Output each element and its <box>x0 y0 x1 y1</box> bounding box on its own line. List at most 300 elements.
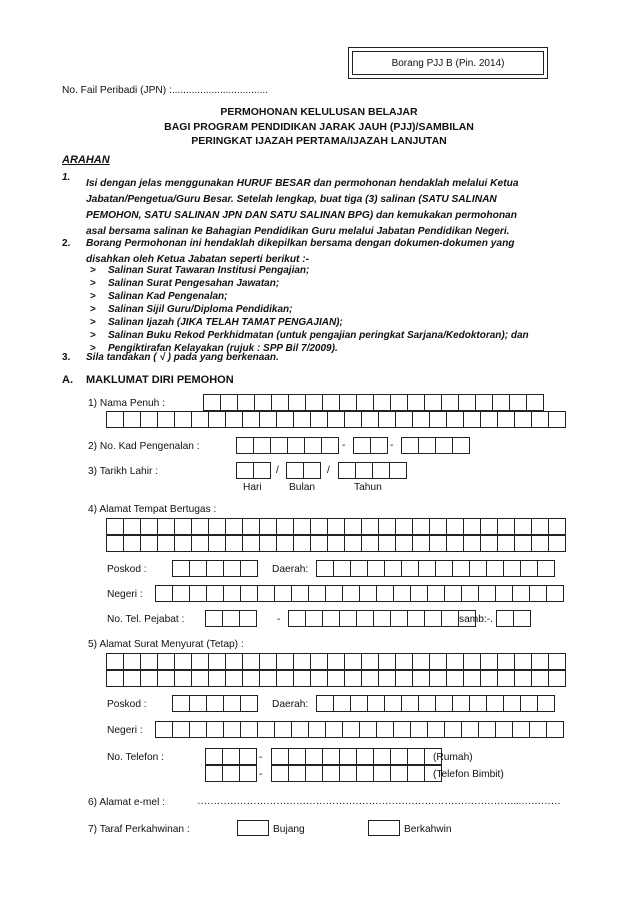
character-box[interactable] <box>237 437 254 454</box>
character-box[interactable] <box>294 411 311 428</box>
character-box[interactable] <box>453 560 470 577</box>
character-box[interactable] <box>190 585 207 602</box>
character-box[interactable] <box>362 535 379 552</box>
character-box[interactable] <box>238 394 255 411</box>
character-box[interactable] <box>204 394 221 411</box>
character-box[interactable] <box>192 653 209 670</box>
character-box[interactable] <box>272 748 289 765</box>
character-box[interactable] <box>408 394 425 411</box>
character-box[interactable] <box>470 560 487 577</box>
character-box[interactable] <box>411 585 428 602</box>
character-box[interactable] <box>408 765 425 782</box>
character-box[interactable] <box>206 610 223 627</box>
character-box[interactable] <box>442 394 459 411</box>
character-box[interactable] <box>209 670 226 687</box>
work-address-boxes-row-1[interactable] <box>106 518 566 535</box>
character-box[interactable] <box>289 748 306 765</box>
character-box[interactable] <box>292 721 309 738</box>
character-box[interactable] <box>289 610 306 627</box>
character-box[interactable] <box>254 462 271 479</box>
character-box[interactable] <box>385 695 402 712</box>
ic-number-boxes-part-2[interactable] <box>353 437 388 454</box>
character-box[interactable] <box>207 585 224 602</box>
email-field[interactable]: ……………………………………………………………………………………...………… <box>197 796 561 807</box>
character-box[interactable] <box>447 535 464 552</box>
character-box[interactable] <box>419 695 436 712</box>
character-box[interactable] <box>436 437 453 454</box>
birth-day-boxes[interactable] <box>236 462 271 479</box>
character-box[interactable] <box>345 518 362 535</box>
character-box[interactable] <box>306 748 323 765</box>
character-box[interactable] <box>453 695 470 712</box>
character-box[interactable] <box>436 695 453 712</box>
character-box[interactable] <box>402 695 419 712</box>
character-box[interactable] <box>362 518 379 535</box>
character-box[interactable] <box>158 670 175 687</box>
character-box[interactable] <box>243 670 260 687</box>
character-box[interactable] <box>391 765 408 782</box>
character-box[interactable] <box>226 518 243 535</box>
character-box[interactable] <box>124 518 141 535</box>
character-box[interactable] <box>379 670 396 687</box>
character-box[interactable] <box>377 585 394 602</box>
character-box[interactable] <box>328 670 345 687</box>
full-name-boxes-row-2[interactable] <box>106 411 566 428</box>
character-box[interactable] <box>173 695 190 712</box>
character-box[interactable] <box>277 518 294 535</box>
character-box[interactable] <box>328 653 345 670</box>
character-box[interactable] <box>357 610 374 627</box>
character-box[interactable] <box>515 670 532 687</box>
character-box[interactable] <box>294 653 311 670</box>
character-box[interactable] <box>339 462 356 479</box>
character-box[interactable] <box>190 560 207 577</box>
character-box[interactable] <box>192 535 209 552</box>
extension-boxes[interactable] <box>496 610 531 627</box>
character-box[interactable] <box>464 653 481 670</box>
character-box[interactable] <box>305 437 322 454</box>
character-box[interactable] <box>447 670 464 687</box>
character-box[interactable] <box>207 721 224 738</box>
character-box[interactable] <box>141 535 158 552</box>
character-box[interactable] <box>464 535 481 552</box>
character-box[interactable] <box>107 518 124 535</box>
character-box[interactable] <box>549 653 566 670</box>
character-box[interactable] <box>430 653 447 670</box>
character-box[interactable] <box>515 653 532 670</box>
character-box[interactable] <box>532 411 549 428</box>
character-box[interactable] <box>272 394 289 411</box>
character-box[interactable] <box>107 535 124 552</box>
character-box[interactable] <box>277 411 294 428</box>
character-box[interactable] <box>323 394 340 411</box>
character-box[interactable] <box>396 670 413 687</box>
character-box[interactable] <box>374 748 391 765</box>
character-box[interactable] <box>277 670 294 687</box>
character-box[interactable] <box>260 653 277 670</box>
character-box[interactable] <box>345 535 362 552</box>
character-box[interactable] <box>223 765 240 782</box>
character-box[interactable] <box>311 518 328 535</box>
mobile-phone-code-boxes[interactable] <box>205 765 257 782</box>
character-box[interactable] <box>323 610 340 627</box>
character-box[interactable] <box>224 695 241 712</box>
character-box[interactable] <box>107 653 124 670</box>
character-box[interactable] <box>549 411 566 428</box>
character-box[interactable] <box>530 585 547 602</box>
character-box[interactable] <box>206 765 223 782</box>
character-box[interactable] <box>379 535 396 552</box>
character-box[interactable] <box>527 394 544 411</box>
character-box[interactable] <box>408 748 425 765</box>
character-box[interactable] <box>309 585 326 602</box>
character-box[interactable] <box>207 695 224 712</box>
character-box[interactable] <box>311 411 328 428</box>
character-box[interactable] <box>175 518 192 535</box>
character-box[interactable] <box>277 535 294 552</box>
character-box[interactable] <box>362 653 379 670</box>
character-box[interactable] <box>206 748 223 765</box>
character-box[interactable] <box>447 518 464 535</box>
character-box[interactable] <box>532 518 549 535</box>
character-box[interactable] <box>379 518 396 535</box>
ic-number-boxes-part-3[interactable] <box>401 437 470 454</box>
character-box[interactable] <box>158 411 175 428</box>
work-state-boxes[interactable] <box>155 585 564 602</box>
character-box[interactable] <box>368 695 385 712</box>
character-box[interactable] <box>513 585 530 602</box>
character-box[interactable] <box>323 748 340 765</box>
character-box[interactable] <box>311 653 328 670</box>
character-box[interactable] <box>532 535 549 552</box>
character-box[interactable] <box>379 411 396 428</box>
character-box[interactable] <box>306 765 323 782</box>
birth-year-boxes[interactable] <box>338 462 407 479</box>
character-box[interactable] <box>362 670 379 687</box>
character-box[interactable] <box>476 394 493 411</box>
character-box[interactable] <box>496 721 513 738</box>
character-box[interactable] <box>260 670 277 687</box>
character-box[interactable] <box>175 670 192 687</box>
mailing-district-boxes[interactable] <box>316 695 555 712</box>
character-box[interactable] <box>124 670 141 687</box>
character-box[interactable] <box>289 394 306 411</box>
character-box[interactable] <box>447 653 464 670</box>
character-box[interactable] <box>402 437 419 454</box>
character-box[interactable] <box>275 721 292 738</box>
character-box[interactable] <box>241 560 258 577</box>
character-box[interactable] <box>462 585 479 602</box>
character-box[interactable] <box>209 535 226 552</box>
character-box[interactable] <box>173 721 190 738</box>
character-box[interactable] <box>156 721 173 738</box>
character-box[interactable] <box>226 411 243 428</box>
character-box[interactable] <box>294 670 311 687</box>
character-box[interactable] <box>340 394 357 411</box>
character-box[interactable] <box>243 518 260 535</box>
character-box[interactable] <box>294 535 311 552</box>
character-box[interactable] <box>351 560 368 577</box>
character-box[interactable] <box>411 721 428 738</box>
character-box[interactable] <box>521 560 538 577</box>
office-phone-code-boxes[interactable] <box>205 610 257 627</box>
character-box[interactable] <box>322 437 339 454</box>
character-box[interactable] <box>515 535 532 552</box>
character-box[interactable] <box>413 670 430 687</box>
character-box[interactable] <box>498 411 515 428</box>
mailing-address-boxes-row-1[interactable] <box>106 653 566 670</box>
character-box[interactable] <box>240 610 257 627</box>
character-box[interactable] <box>413 653 430 670</box>
character-box[interactable] <box>156 585 173 602</box>
character-box[interactable] <box>124 535 141 552</box>
character-box[interactable] <box>498 535 515 552</box>
character-box[interactable] <box>317 560 334 577</box>
character-box[interactable] <box>340 748 357 765</box>
character-box[interactable] <box>356 462 373 479</box>
character-box[interactable] <box>419 560 436 577</box>
character-box[interactable] <box>260 411 277 428</box>
character-box[interactable] <box>360 585 377 602</box>
character-box[interactable] <box>141 411 158 428</box>
character-box[interactable] <box>158 518 175 535</box>
character-box[interactable] <box>394 585 411 602</box>
character-box[interactable] <box>354 437 371 454</box>
character-box[interactable] <box>390 462 407 479</box>
character-box[interactable] <box>190 695 207 712</box>
character-box[interactable] <box>532 653 549 670</box>
character-box[interactable] <box>453 437 470 454</box>
character-box[interactable] <box>445 585 462 602</box>
character-box[interactable] <box>479 721 496 738</box>
character-box[interactable] <box>271 437 288 454</box>
character-box[interactable] <box>289 765 306 782</box>
character-box[interactable] <box>317 695 334 712</box>
character-box[interactable] <box>368 560 385 577</box>
character-box[interactable] <box>402 560 419 577</box>
character-box[interactable] <box>498 653 515 670</box>
ic-number-boxes-part-1[interactable] <box>236 437 339 454</box>
mailing-postcode-boxes[interactable] <box>172 695 258 712</box>
character-box[interactable] <box>224 585 241 602</box>
character-box[interactable] <box>413 535 430 552</box>
character-box[interactable] <box>240 765 257 782</box>
character-box[interactable] <box>209 653 226 670</box>
character-box[interactable] <box>515 411 532 428</box>
character-box[interactable] <box>504 560 521 577</box>
character-box[interactable] <box>309 721 326 738</box>
character-box[interactable] <box>464 670 481 687</box>
character-box[interactable] <box>515 518 532 535</box>
work-district-boxes[interactable] <box>316 560 555 577</box>
character-box[interactable] <box>481 670 498 687</box>
character-box[interactable] <box>277 653 294 670</box>
character-box[interactable] <box>224 560 241 577</box>
character-box[interactable] <box>107 670 124 687</box>
character-box[interactable] <box>374 610 391 627</box>
character-box[interactable] <box>224 721 241 738</box>
character-box[interactable] <box>288 437 305 454</box>
character-box[interactable] <box>510 394 527 411</box>
character-box[interactable] <box>521 695 538 712</box>
character-box[interactable] <box>470 695 487 712</box>
mailing-address-boxes-row-2[interactable] <box>106 670 566 687</box>
character-box[interactable] <box>141 518 158 535</box>
character-box[interactable] <box>377 721 394 738</box>
character-box[interactable] <box>459 394 476 411</box>
character-box[interactable] <box>396 653 413 670</box>
character-box[interactable] <box>175 411 192 428</box>
character-box[interactable] <box>360 721 377 738</box>
character-box[interactable] <box>275 585 292 602</box>
character-box[interactable] <box>173 560 190 577</box>
full-name-boxes-row-1[interactable] <box>203 394 544 411</box>
character-box[interactable] <box>343 721 360 738</box>
character-box[interactable] <box>408 610 425 627</box>
character-box[interactable] <box>487 560 504 577</box>
character-box[interactable] <box>430 518 447 535</box>
character-box[interactable] <box>328 411 345 428</box>
character-box[interactable] <box>306 394 323 411</box>
work-postcode-boxes[interactable] <box>172 560 258 577</box>
character-box[interactable] <box>481 411 498 428</box>
character-box[interactable] <box>549 518 566 535</box>
character-box[interactable] <box>345 653 362 670</box>
character-box[interactable] <box>362 411 379 428</box>
married-checkbox[interactable] <box>368 820 400 836</box>
character-box[interactable] <box>428 585 445 602</box>
character-box[interactable] <box>237 462 254 479</box>
character-box[interactable] <box>326 585 343 602</box>
character-box[interactable] <box>175 653 192 670</box>
character-box[interactable] <box>436 560 453 577</box>
character-box[interactable] <box>209 518 226 535</box>
character-box[interactable] <box>141 670 158 687</box>
character-box[interactable] <box>124 411 141 428</box>
character-box[interactable] <box>158 653 175 670</box>
character-box[interactable] <box>391 610 408 627</box>
character-box[interactable] <box>221 394 238 411</box>
character-box[interactable] <box>479 585 496 602</box>
character-box[interactable] <box>326 721 343 738</box>
character-box[interactable] <box>357 765 374 782</box>
character-box[interactable] <box>226 653 243 670</box>
character-box[interactable] <box>514 610 531 627</box>
character-box[interactable] <box>192 411 209 428</box>
character-box[interactable] <box>498 518 515 535</box>
character-box[interactable] <box>481 535 498 552</box>
character-box[interactable] <box>396 411 413 428</box>
character-box[interactable] <box>428 721 445 738</box>
character-box[interactable] <box>158 535 175 552</box>
character-box[interactable] <box>311 535 328 552</box>
character-box[interactable] <box>391 748 408 765</box>
character-box[interactable] <box>260 535 277 552</box>
character-box[interactable] <box>328 535 345 552</box>
birth-month-boxes[interactable] <box>286 462 321 479</box>
character-box[interactable] <box>343 585 360 602</box>
character-box[interactable] <box>240 748 257 765</box>
character-box[interactable] <box>328 518 345 535</box>
character-box[interactable] <box>396 535 413 552</box>
character-box[interactable] <box>241 721 258 738</box>
character-box[interactable] <box>207 560 224 577</box>
character-box[interactable] <box>258 585 275 602</box>
character-box[interactable] <box>226 670 243 687</box>
character-box[interactable] <box>345 670 362 687</box>
character-box[interactable] <box>547 585 564 602</box>
character-box[interactable] <box>306 610 323 627</box>
character-box[interactable] <box>464 411 481 428</box>
character-box[interactable] <box>374 765 391 782</box>
character-box[interactable] <box>396 518 413 535</box>
character-box[interactable] <box>241 585 258 602</box>
home-phone-code-boxes[interactable] <box>205 748 257 765</box>
character-box[interactable] <box>357 748 374 765</box>
character-box[interactable] <box>292 585 309 602</box>
character-box[interactable] <box>462 721 479 738</box>
office-phone-number-boxes[interactable] <box>288 610 476 627</box>
character-box[interactable] <box>287 462 304 479</box>
character-box[interactable] <box>394 721 411 738</box>
character-box[interactable] <box>243 535 260 552</box>
character-box[interactable] <box>357 394 374 411</box>
character-box[interactable] <box>141 653 158 670</box>
character-box[interactable] <box>334 560 351 577</box>
character-box[interactable] <box>498 670 515 687</box>
character-box[interactable] <box>464 518 481 535</box>
character-box[interactable] <box>175 535 192 552</box>
character-box[interactable] <box>493 394 510 411</box>
character-box[interactable] <box>258 721 275 738</box>
character-box[interactable] <box>260 518 277 535</box>
character-box[interactable] <box>304 462 321 479</box>
character-box[interactable] <box>243 411 260 428</box>
character-box[interactable] <box>481 518 498 535</box>
character-box[interactable] <box>425 610 442 627</box>
character-box[interactable] <box>532 670 549 687</box>
character-box[interactable] <box>294 518 311 535</box>
character-box[interactable] <box>547 721 564 738</box>
character-box[interactable] <box>192 670 209 687</box>
single-checkbox[interactable] <box>237 820 269 836</box>
character-box[interactable] <box>385 560 402 577</box>
character-box[interactable] <box>379 653 396 670</box>
character-box[interactable] <box>272 765 289 782</box>
character-box[interactable] <box>124 653 141 670</box>
character-box[interactable] <box>391 394 408 411</box>
character-box[interactable] <box>413 411 430 428</box>
character-box[interactable] <box>255 394 272 411</box>
home-phone-number-boxes[interactable] <box>271 748 442 765</box>
character-box[interactable] <box>413 518 430 535</box>
character-box[interactable] <box>425 394 442 411</box>
character-box[interactable] <box>323 765 340 782</box>
character-box[interactable] <box>430 535 447 552</box>
character-box[interactable] <box>430 411 447 428</box>
character-box[interactable] <box>223 610 240 627</box>
character-box[interactable] <box>371 437 388 454</box>
character-box[interactable] <box>481 653 498 670</box>
character-box[interactable] <box>351 695 368 712</box>
character-box[interactable] <box>419 437 436 454</box>
character-box[interactable] <box>430 670 447 687</box>
work-address-boxes-row-2[interactable] <box>106 535 566 552</box>
character-box[interactable] <box>549 670 566 687</box>
character-box[interactable] <box>504 695 521 712</box>
character-box[interactable] <box>538 560 555 577</box>
character-box[interactable] <box>311 670 328 687</box>
